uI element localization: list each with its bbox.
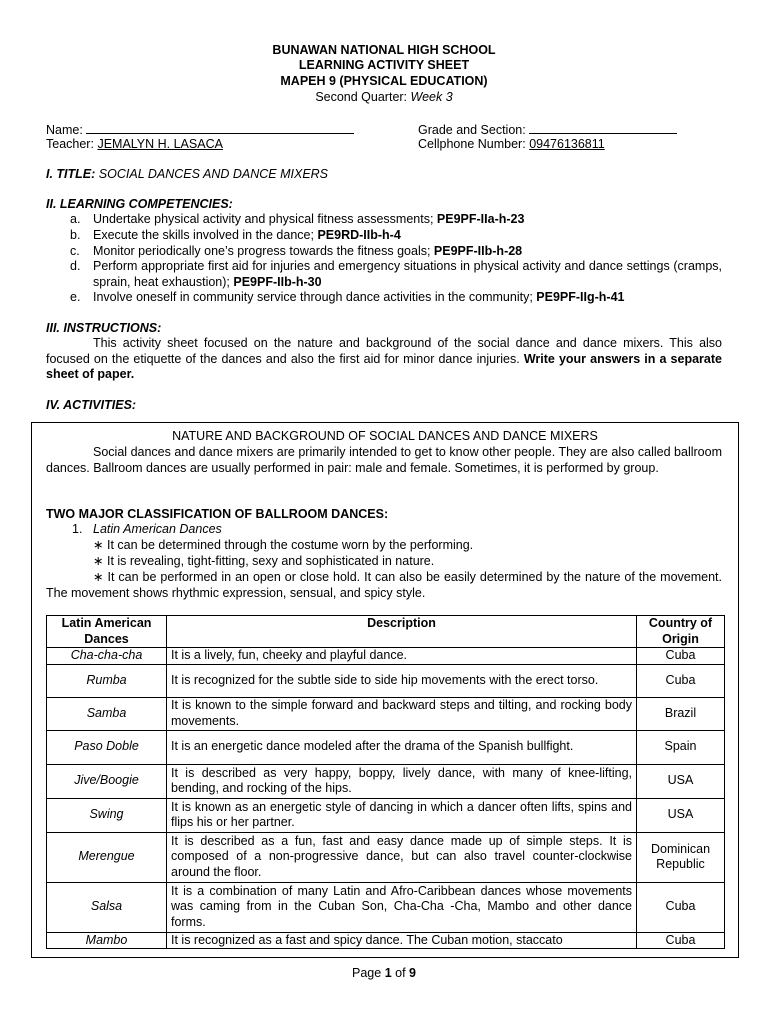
- title-line: [46, 167, 328, 182]
- competency-item: [46, 259, 722, 290]
- dance-description: It is recognized for the subtle side to side hip movements with the erect torso.: [167, 664, 637, 697]
- title-value: SOCIAL DANCES AND DANCE MIXERS: [98, 167, 329, 181]
- dance-country: Brazil: [637, 697, 725, 730]
- name-label: Name:: [46, 123, 83, 137]
- page-footer: [0, 966, 768, 981]
- competency-code: PE9PF-IIg-h-41: [536, 290, 625, 304]
- dance-description: It is described as very happy, boppy, lively dance, with many of knee-lifting, bending, and rocking of the hips.: [167, 764, 637, 798]
- teacher-name: JEMALYN H. LASACA: [97, 137, 223, 151]
- competency-item: [46, 244, 722, 260]
- dance-country: Cuba: [637, 664, 725, 697]
- latin-dances-table: [46, 615, 725, 949]
- dance-description: It is known to the simple forward and backward steps and tilting, and rocking body movements.: [167, 697, 637, 730]
- table-row: [47, 648, 725, 665]
- grade-section-field[interactable]: [529, 122, 677, 134]
- column-header-dance: Latin American Dances: [47, 616, 167, 648]
- dance-description: It is recognized as a fast and spicy dance. The Cuban motion, staccato: [167, 932, 637, 949]
- dance-name: Rumba: [47, 664, 167, 697]
- list-number: 1.: [72, 522, 83, 536]
- dance-country: USA: [637, 764, 725, 798]
- activities-heading: IV. ACTIVITIES:: [46, 398, 137, 412]
- competency-item: [46, 228, 722, 244]
- table-row: [47, 664, 725, 697]
- sheet-title: LEARNING ACTIVITY SHEET: [298, 58, 470, 72]
- table-row: [47, 832, 725, 882]
- dance-name: Mambo: [47, 932, 167, 949]
- competency-item: [46, 212, 722, 228]
- dance-name: Cha-cha-cha: [47, 648, 167, 665]
- dance-country: Cuba: [637, 882, 725, 932]
- bullet-text: It can be performed in an open or close hold. It can also be easily determined by the nature of the movement. The movement shows rhythmic expression, sensual, and spicy style.: [46, 570, 722, 600]
- page-label: Page: [352, 966, 385, 980]
- instructions-heading: III. INSTRUCTIONS:: [46, 321, 162, 335]
- competency-letter: d.: [70, 259, 81, 273]
- competency-letter: c.: [70, 244, 80, 258]
- dance-country: Dominican Republic: [637, 832, 725, 882]
- dance-country: Spain: [637, 730, 725, 764]
- instructions-bold-text: Write your answers in a separate sheet of paper.: [46, 351, 722, 381]
- box-intro: Social dances and dance mixers are primarily intended to get to know other people. They are also called ballroom dances. Ballroom dances are usually performed in pair: male and female. Sometimes, it is performed by group.: [46, 445, 722, 475]
- asterisk-bullet-icon: ∗: [93, 538, 104, 552]
- competency-code: PE9PF-IIb-h-28: [433, 244, 523, 258]
- dance-country: Cuba: [637, 648, 725, 665]
- table-row: [47, 882, 725, 932]
- competency-text: Involve oneself in community service through dance activities in the community;: [93, 290, 537, 304]
- asterisk-bullet-icon: ∗: [93, 570, 104, 584]
- title-label: I. TITLE:: [46, 167, 96, 181]
- teacher-line: [46, 137, 223, 152]
- classification-heading: TWO MAJOR CLASSIFICATION OF BALLROOM DANCES:: [46, 507, 389, 521]
- dance-description: It is known as an energetic style of dancing in which a dancer often lifts, spins and flips his or her partner.: [167, 798, 637, 832]
- column-header-country: Country of Origin: [637, 616, 725, 648]
- dance-name: Merengue: [47, 832, 167, 882]
- competency-text: Perform appropriate first aid for injuries and emergency situations in physical activity and dance settings (cramps, sprain, heat exhaustion);: [93, 259, 722, 289]
- bullet-text: It can be determined through the costume worn by the performing.: [106, 538, 474, 552]
- table-row: [47, 798, 725, 832]
- page-of-label: of: [391, 966, 410, 980]
- school-name: BUNAWAN NATIONAL HIGH SCHOOL: [272, 43, 496, 57]
- competency-text: Execute the skills involved in the dance;: [93, 228, 318, 242]
- competency-code: PE9RD-IIb-h-4: [317, 228, 401, 242]
- name-field[interactable]: [86, 122, 354, 134]
- cellphone-number: 09476136811: [529, 137, 605, 151]
- dance-country: Cuba: [637, 932, 725, 949]
- cellphone-line: [418, 137, 605, 152]
- dance-description: It is a lively, fun, cheeky and playful dance.: [167, 648, 637, 665]
- dance-name: Paso Doble: [47, 730, 167, 764]
- latin-american-title: Latin American Dances: [93, 522, 222, 536]
- dance-name: Swing: [47, 798, 167, 832]
- competency-text: Undertake physical activity and physical fitness assessments;: [93, 212, 437, 226]
- teacher-label: Teacher:: [46, 137, 94, 151]
- asterisk-bullet-icon: ∗: [93, 554, 104, 568]
- competencies-heading: II. LEARNING COMPETENCIES:: [46, 197, 233, 211]
- name-line: [46, 122, 354, 138]
- dance-name: Jive/Boogie: [47, 764, 167, 798]
- grade-section-line: [418, 122, 677, 138]
- competency-code: PE9PF-IIb-h-30: [233, 274, 322, 289]
- subject-title: MAPEH 9 (PHYSICAL EDUCATION): [280, 74, 488, 88]
- table-row: [47, 697, 725, 730]
- dance-name: Salsa: [47, 882, 167, 932]
- table-row: [47, 730, 725, 764]
- instructions-text: This activity sheet focused on the nature and background of the social dance and dance mixers. This also focused on the etiquette of the dances and also the first aid for minor dance injuries.: [46, 336, 722, 366]
- grade-section-label: Grade and Section:: [418, 123, 526, 137]
- cellphone-label: Cellphone Number:: [418, 137, 526, 151]
- instructions-paragraph: [46, 336, 722, 383]
- dance-name: Samba: [47, 697, 167, 730]
- competency-letter: e.: [70, 290, 81, 304]
- table-header-row: [47, 616, 725, 648]
- box-heading: NATURE AND BACKGROUND OF SOCIAL DANCES AND DANCE MIXERS: [172, 429, 598, 443]
- table-row: [47, 932, 725, 949]
- dance-description: It is a combination of many Latin and Afro-Caribbean dances whose movements was caming from in the Cuban Son, Cha-Cha -Cha, Mambo and other dance forms.: [167, 882, 637, 932]
- competency-letter: a.: [70, 212, 81, 226]
- week-label: Week 3: [410, 90, 453, 104]
- competency-letter: b.: [70, 228, 81, 242]
- dance-description: It is described as a fun, fast and easy dance made up of simple steps. It is composed of a non-progressive dance, but can also travel counter-clockwise around the floor.: [167, 832, 637, 882]
- bullet-text: It is revealing, tight-fitting, sexy and sophisticated in nature.: [106, 554, 435, 568]
- competency-code: PE9PF-IIa-h-23: [436, 212, 525, 226]
- quarter-label: Second Quarter:: [315, 90, 411, 104]
- bullet-item: [93, 537, 473, 553]
- bullet-item: [46, 569, 722, 601]
- page-number: 1: [384, 966, 392, 980]
- competency-text: Monitor periodically one’s progress towards the fitness goals;: [93, 244, 434, 258]
- quarter-line: [0, 90, 768, 105]
- dance-description: It is an energetic dance modeled after the drama of the Spanish bullfight.: [167, 730, 637, 764]
- table-row: [47, 764, 725, 798]
- competency-item: [46, 290, 722, 306]
- bullet-item: [93, 553, 434, 569]
- dance-country: USA: [637, 798, 725, 832]
- page-total: 9: [409, 966, 416, 980]
- column-header-description: Description: [167, 616, 637, 648]
